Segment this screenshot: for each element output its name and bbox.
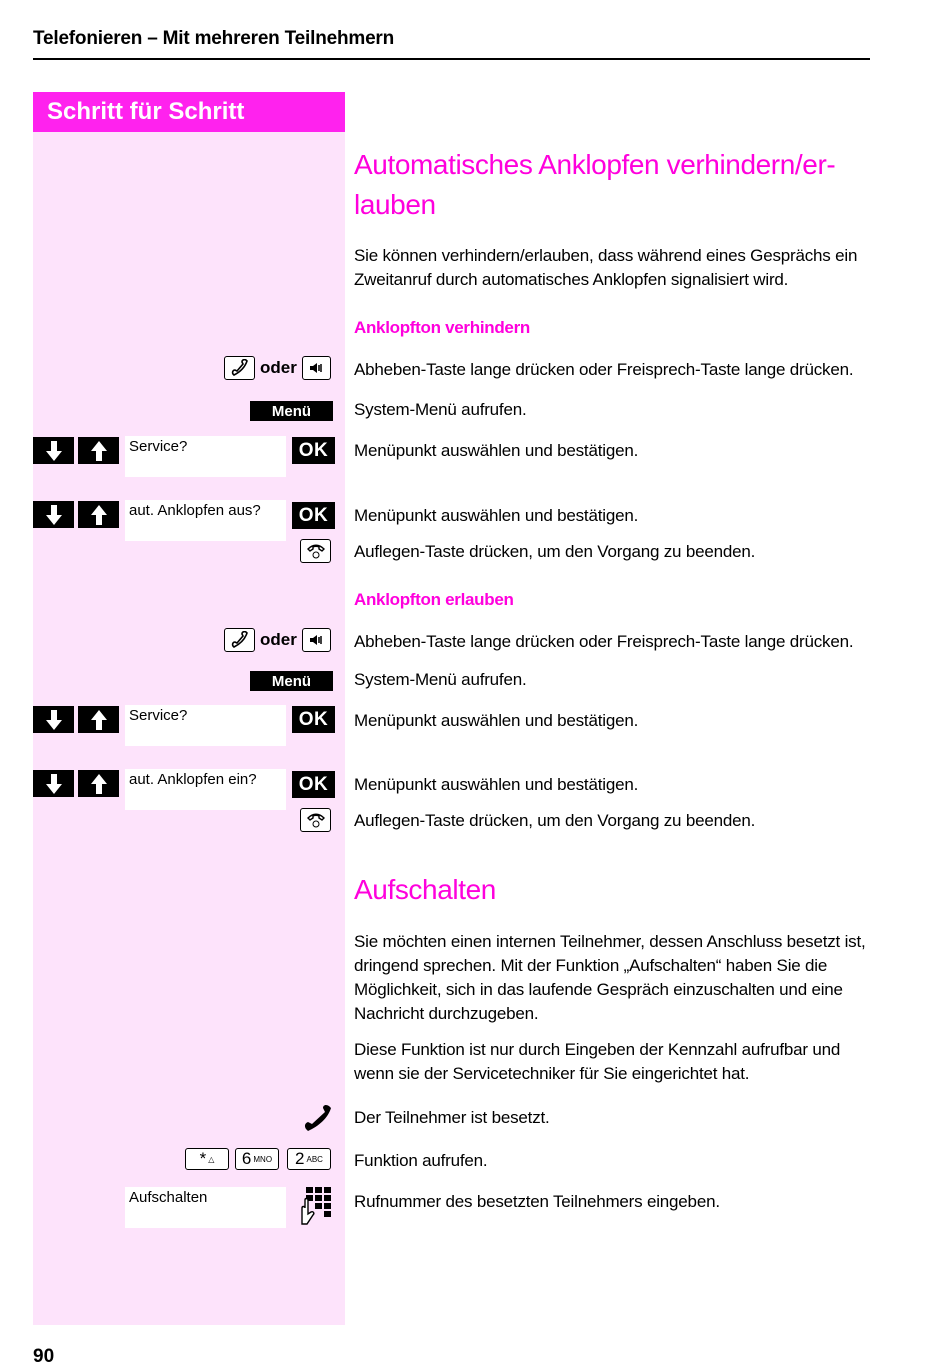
key-2[interactable] [287, 1148, 331, 1170]
star-key[interactable] [185, 1148, 229, 1170]
arrow-up-icon[interactable] [78, 501, 119, 528]
menu-button[interactable]: Menü [250, 671, 333, 691]
key-6[interactable] [235, 1148, 279, 1170]
abheben-or-freisprech-keys [224, 356, 331, 380]
speaker-key-icon[interactable] [302, 356, 331, 380]
speaker-key-icon[interactable] [302, 628, 331, 652]
abheben-or-freisprech-keys [224, 628, 331, 652]
aufschalten-para2: Diese Funktion ist nur durch Eingeben der Kennzahl aufrufbar und wenn sie der Servicetechniker für Sie eingerichtet hat. [354, 1040, 841, 1083]
menu-button[interactable]: Menü [250, 401, 333, 421]
key-sub: △ [208, 1154, 215, 1164]
arrow-up-icon[interactable] [78, 437, 119, 464]
display-anklopfen-ein: aut. Anklopfen ein? [125, 769, 286, 810]
busy-handset-icon [303, 1104, 335, 1137]
section-title-aufschalten: Aufschalten [354, 874, 496, 905]
arrow-down-icon[interactable] [33, 437, 74, 464]
arrow-down-icon[interactable] [33, 770, 74, 797]
arrow-down-icon[interactable] [33, 706, 74, 733]
oder-label: oder [260, 358, 297, 377]
step-abheben-2: Abheben-Taste lange drücken oder Freisprech-Taste lange drücken. [354, 632, 854, 651]
step-menu-1: System-Menü aufrufen. [354, 400, 527, 419]
handset-key-icon[interactable] [224, 356, 255, 380]
page-number: 90 [33, 1346, 55, 1367]
step-select-2b: Menüpunkt auswählen und bestätigen. [354, 775, 639, 794]
step-select-1a: Menüpunkt auswählen und bestätigen. [354, 441, 639, 460]
step-select-1b: Menüpunkt auswählen und bestätigen. [354, 506, 639, 525]
subheading-erlauben: Anklopfton erlauben [354, 590, 514, 609]
ok-button[interactable]: OK [292, 706, 335, 733]
key-main: 6 [241, 1149, 252, 1168]
oder-label: oder [260, 630, 297, 649]
sidebar-heading: Schritt für Schritt [33, 92, 345, 132]
step-auflegen-1: Auflegen-Taste drücken, um den Vorgang zu beenden. [354, 542, 756, 561]
aufschalten-para1: Sie möchten einen internen Teilnehmer, dessen Anschluss besetzt ist, dringend sprechen. Mit der Funktion „Aufschalten“ haben Sie die Möglichkeit, sich in das laufende Gespräch einzuschalten und eine Nachricht durchzugeben. [354, 932, 866, 1023]
key-main: * [199, 1149, 207, 1168]
header-divider [33, 58, 870, 60]
display-service-2: Service? [125, 705, 286, 746]
ok-button[interactable]: OK [292, 502, 335, 529]
step-funktion: Funktion aufrufen. [354, 1151, 488, 1170]
key-sub: ABC [306, 1154, 323, 1164]
key-sub: MNO [253, 1154, 273, 1164]
hangup-key-icon[interactable] [300, 808, 331, 832]
handset-key-icon[interactable] [224, 628, 255, 652]
step-auflegen-2: Auflegen-Taste drücken, um den Vorgang zu beenden. [354, 811, 756, 830]
subheading-verhindern: Anklopfton verhindern [354, 318, 530, 337]
page-header-title: Telefonieren – Mit mehreren Teilnehmern [33, 28, 395, 49]
step-select-2a: Menüpunkt auswählen und bestätigen. [354, 711, 639, 730]
section-title-anklopfen: Automatisches Anklopfen verhindern/er- lauben [354, 149, 836, 220]
step-abheben-1: Abheben-Taste lange drücken oder Freisprech-Taste lange drücken. [354, 360, 854, 379]
ok-button[interactable]: OK [292, 437, 335, 464]
step-rufnummer: Rufnummer des besetzten Teilnehmers eingeben. [354, 1192, 720, 1211]
display-service-1: Service? [125, 436, 286, 477]
ok-button[interactable]: OK [292, 771, 335, 798]
key-main: 2 [295, 1149, 305, 1168]
section-intro-anklopfen: Sie können verhindern/erlauben, dass während eines Gesprächs ein Zweitanruf durch automatisches Anklopfen signalisiert wird. [354, 246, 858, 289]
arrow-up-icon[interactable] [78, 770, 119, 797]
arrow-down-icon[interactable] [33, 501, 74, 528]
arrow-up-icon[interactable] [78, 706, 119, 733]
display-aufschalten: Aufschalten [125, 1187, 286, 1228]
hangup-key-icon[interactable] [300, 539, 331, 563]
step-besetzt: Der Teilnehmer ist besetzt. [354, 1108, 550, 1127]
keypad-icon [298, 1186, 334, 1231]
display-anklopfen-aus: aut. Anklopfen aus? [125, 500, 286, 541]
step-menu-2: System-Menü aufrufen. [354, 670, 527, 689]
